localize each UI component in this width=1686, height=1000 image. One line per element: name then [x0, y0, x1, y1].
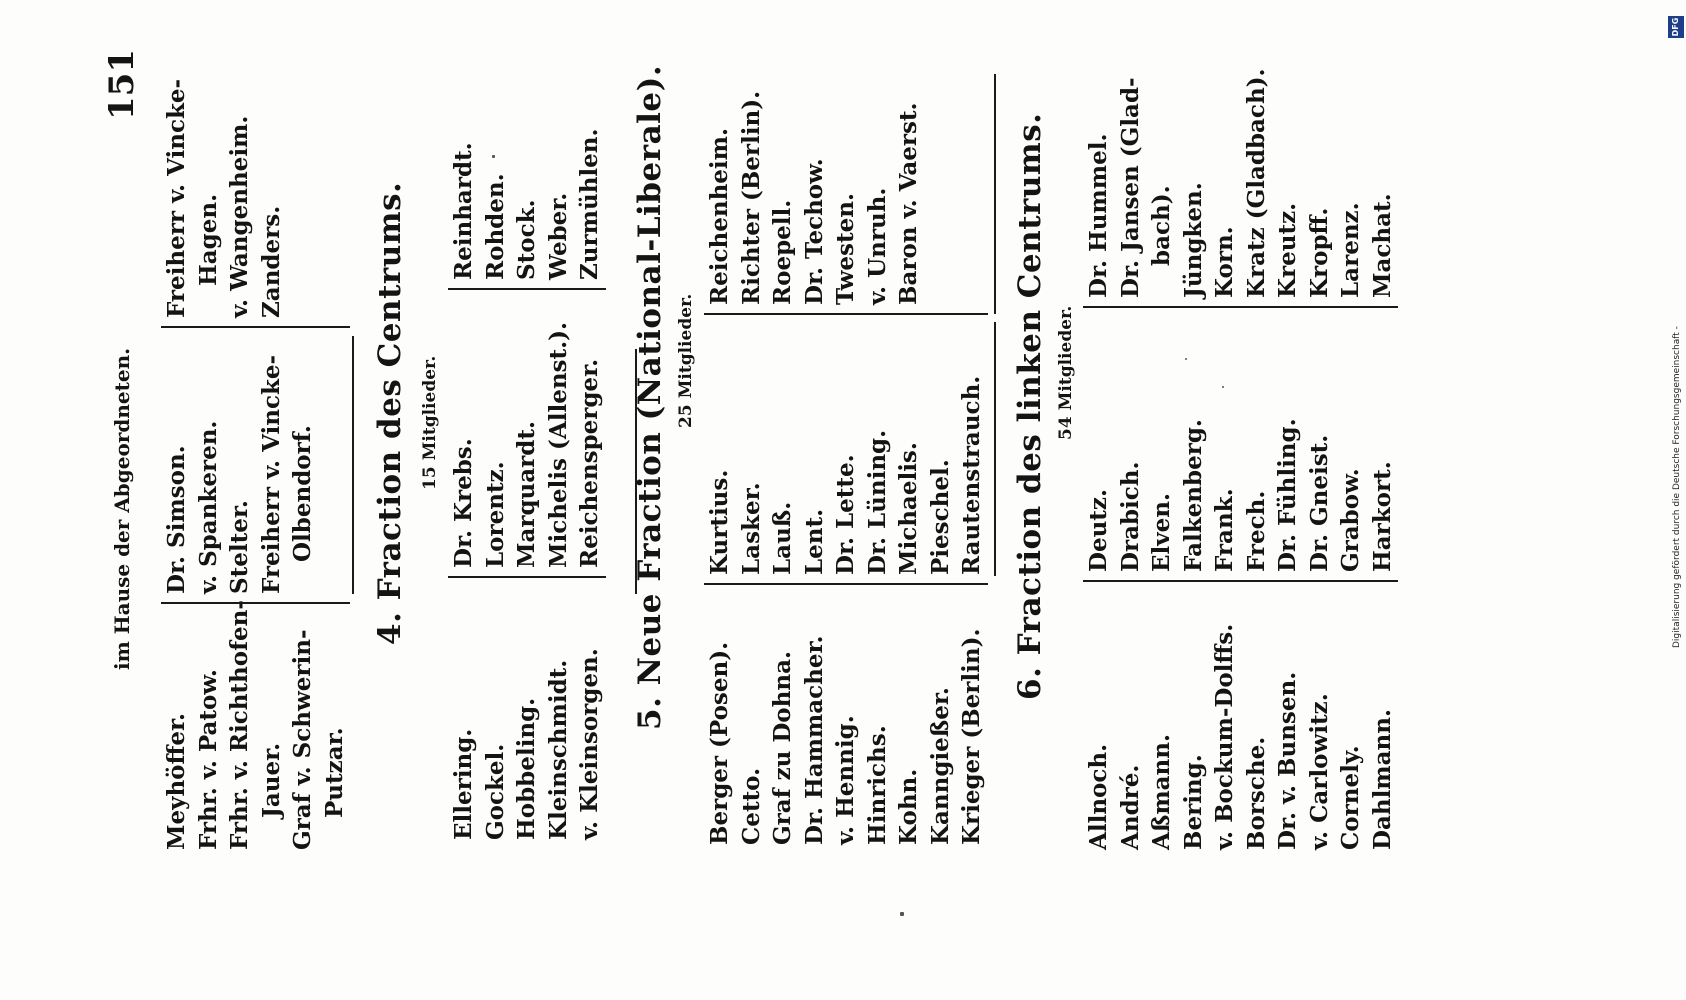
member-name: Borsche. [1242, 736, 1270, 850]
member-name: Allnoch. [1085, 743, 1112, 850]
member-name: Dr. Lüning. [863, 429, 891, 575]
member-name: Bering. [1179, 754, 1207, 850]
member-name: Kohn. [895, 768, 922, 845]
member-name: Berger (Posen). [706, 641, 733, 845]
scan-speck [492, 155, 495, 158]
member-name: Lorentz. [481, 461, 509, 568]
member-name: Hobbeling. [513, 697, 540, 840]
section-4-column-1 [448, 578, 606, 840]
member-name: Dr. Hammacher. [800, 635, 828, 845]
member-name: Dr. Techow. [800, 158, 828, 305]
member-name: Dr. Hummel. [1085, 133, 1112, 298]
member-name: Dr. Krebs. [450, 438, 477, 568]
page-number: 151 [102, 49, 142, 120]
section-5-columns [704, 47, 988, 845]
member-name: Rautenstrauch. [958, 375, 985, 575]
member-name: Frank. [1211, 488, 1238, 572]
member-name: Gockel. [481, 743, 509, 840]
member-name: Jauer. [257, 742, 285, 818]
member-name: Deutz. [1085, 489, 1112, 572]
member-name: Dr. Gneist. [1305, 434, 1333, 572]
top-column-3 [161, 80, 350, 328]
section-4-columns [448, 52, 606, 840]
column-rule [994, 74, 996, 314]
member-name: v. Bockum-Dolffs. [1211, 623, 1238, 850]
member-name: Dr. Simson. [163, 445, 190, 594]
section-4-heading: 4. Fraction des Centrums. [372, 181, 408, 645]
member-name: Krieger (Berlin). [958, 628, 985, 845]
member-name: Machat. [1368, 193, 1396, 298]
section-6-member-count: 54 Mitglieder. [1056, 305, 1076, 440]
member-name: Pieschel. [926, 459, 954, 575]
member-name: Zanders. [257, 205, 285, 318]
member-name: Drabich. [1116, 461, 1144, 572]
member-name: Dr. Fühling. [1274, 418, 1301, 572]
member-name: Jüngken. [1179, 182, 1207, 298]
member-name: Frhr. v. Patow. [194, 669, 222, 850]
section-6-column-2 [1083, 308, 1398, 582]
member-name: Dr. Jansen (Glad- [1116, 77, 1144, 298]
member-name: Dr. Lette. [832, 454, 859, 575]
member-name: Kleinschmidt. [544, 659, 572, 840]
top-column-2 [161, 328, 350, 604]
member-name: Aßmann. [1148, 733, 1175, 850]
member-name: Frech. [1242, 490, 1270, 572]
scan-speck [1222, 386, 1224, 388]
member-name: Baron v. Vaerst. [895, 102, 922, 305]
member-name: Stock. [513, 199, 540, 280]
member-name: Korn. [1211, 226, 1238, 298]
column-rule [352, 336, 354, 594]
member-name: Marquardt. [513, 420, 540, 568]
member-name: Freiherr v. Vincke- [163, 78, 190, 318]
section-6-column-3 [1083, 10, 1398, 308]
member-name: Graf zu Dohna. [769, 651, 796, 845]
member-name: v. Carlowitz. [1305, 693, 1333, 850]
member-name: Hagen. [194, 193, 222, 286]
member-name: Kropff. [1305, 207, 1333, 298]
section-5-column-2 [704, 315, 988, 585]
member-name: Falkenberg. [1179, 419, 1207, 572]
member-name: Reinhardt. [450, 142, 477, 280]
top-member-columns [161, 80, 350, 850]
member-name: Weber. [544, 192, 572, 280]
scan-speck [1185, 358, 1187, 360]
member-name: Kratz (Gladbach). [1242, 68, 1270, 298]
member-name: André. [1116, 764, 1144, 850]
member-name: Larenz. [1337, 202, 1364, 298]
member-name: Freiherr v. Vincke- [257, 354, 285, 594]
digitization-credit: Digitalisierung gefördert durch die Deutsche Forschungsgemeinschaft - [1672, 326, 1682, 648]
member-name: Lasker. [737, 482, 765, 575]
member-name: Graf v. Schwerin- [289, 629, 316, 850]
member-name: Michelis (Allenst.). [544, 321, 572, 568]
member-name: Harkort. [1368, 461, 1396, 572]
member-name: Michaelis. [895, 442, 922, 575]
member-name: Stelter. [226, 500, 253, 594]
column-rule [994, 322, 996, 576]
member-name: Hinrichs. [863, 725, 891, 845]
member-name: Ellering. [450, 728, 477, 840]
dfg-logo: DFG [1668, 16, 1684, 38]
member-name: Olbendorf. [289, 425, 316, 562]
member-name: Dr. v. Bunsen. [1274, 671, 1301, 850]
member-name: v. Hennig. [832, 715, 859, 845]
member-name: Reichenheim. [706, 127, 733, 305]
section-5-member-count: 25 Mitglieder. [676, 293, 696, 428]
member-name: Dahlmann. [1368, 709, 1396, 850]
member-name: Frhr. v. Richthofen- [226, 600, 253, 850]
section-5-column-3 [704, 47, 988, 315]
section-5-column-1 [704, 585, 988, 845]
member-name: Rohden. [481, 173, 509, 280]
member-name: v. Unruh. [863, 187, 891, 305]
member-name: Cetto. [737, 767, 765, 845]
member-name: Lent. [800, 508, 828, 575]
section-6-heading: 6. Fraction des linken Centrums. [1012, 112, 1048, 700]
section-6-columns [1083, 10, 1398, 850]
member-name: v. Wangenheim. [226, 115, 253, 318]
running-title: im Hause der Abgeordneten. [110, 347, 134, 670]
section-4-member-count: 15 Mitglieder. [420, 355, 440, 490]
section-4-column-2 [448, 290, 606, 578]
member-name: Cornely. [1337, 745, 1364, 850]
section-5-heading: 5. Neue Fraction (National-Liberale). [632, 64, 668, 730]
member-name: v. Kleinsorgen. [576, 648, 603, 840]
member-name: Grabow. [1337, 468, 1364, 572]
member-name: Kanngießer. [926, 687, 954, 845]
member-name: Richter (Berlin). [737, 90, 765, 305]
member-name: v. Spankeren. [194, 420, 222, 594]
section-6-column-1 [1083, 582, 1398, 850]
section-4-column-3 [448, 52, 606, 290]
member-name: Twesten. [832, 193, 859, 305]
member-name: Kreutz. [1274, 202, 1301, 298]
member-name: Reichensperger. [576, 358, 603, 568]
top-column-1 [161, 600, 350, 850]
member-name: Putzar. [320, 727, 348, 818]
member-name: Lauß. [769, 501, 796, 575]
member-name: Elven. [1148, 493, 1175, 572]
member-name: Meyhöffer. [163, 712, 190, 850]
member-name: Zurmühlen. [576, 128, 603, 280]
member-name: Kurtius. [706, 469, 733, 575]
scan-speck [900, 912, 904, 916]
member-name: bach). [1148, 185, 1175, 266]
member-name: Roepell. [769, 199, 796, 305]
